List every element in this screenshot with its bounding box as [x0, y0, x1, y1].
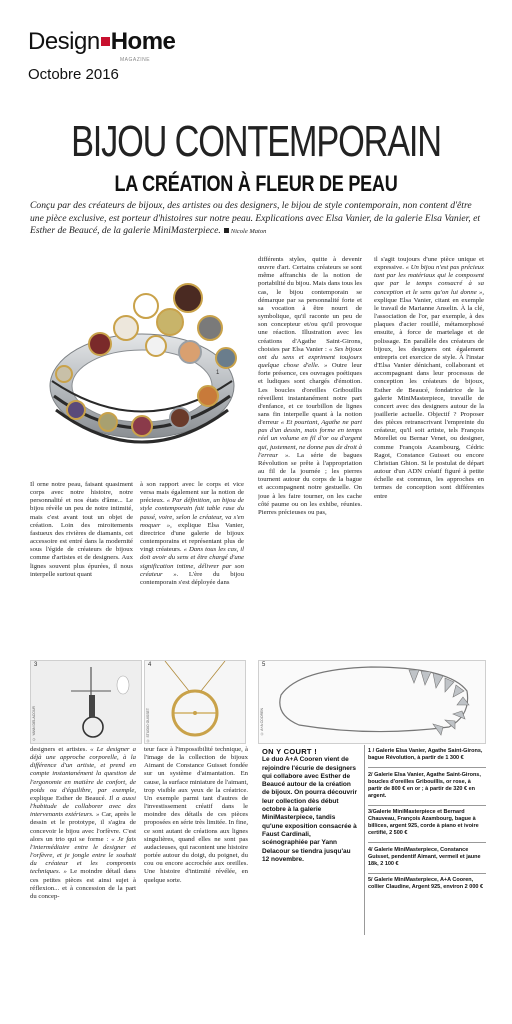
- photo-3-ring: [30, 660, 142, 744]
- col1b-p3: Car, après le dessin et le prototype, il s'agira de concevoir le bijou avec l'orfèvre. C'est alors un trio qui se forme :: [30, 811, 136, 843]
- ring-illustration: [30, 246, 252, 478]
- brand-magazine-sub: MAGAZINE: [120, 57, 151, 63]
- col4-p2: explique Elsa Vanier, citant en exemple le travail de Marianne Anselin. À la clé, l'association de l'or, par exemple, à des plaques d'acier rouillé, métamorphosé ensuite, à force de martelage et de polissage. En parallèle des créateurs de bijoux, les designers ont également entrepris cet exercice de style. À l'instar d'Elsa Vanier dénichant, collaborant et accompagnant dans leur processus de conception les créateurs de bijoux, Esther de Beaucé, fondatrice de la galerie MiniMasterpiece, travaille de concert avec des designers autour de la joaillerie actuelle. Objectif ? Proposer des pièces retranscrivant l'empreinte du créateur, qu'il soit artiste, tels François Morellet ou Bernar Venet, ou designer, comme François Azambourg, Cédric Ragot, Constance Guisset ou encore Christian Ghion. Si le postulat de départ autour d'un ADN créatif figuré à petite échelle est commun, les approches en termes de conception sont différentes entre: [374, 296, 484, 500]
- col2-quote2: « Dans tous les cas, il doit avoir du sens et être chargé d'une signification intime, délivrer par son créateur ».: [140, 546, 244, 578]
- author-square-icon: [224, 228, 229, 233]
- photo-captions: [368, 748, 486, 896]
- author-name: Nicole Maton: [230, 228, 267, 236]
- photo-5-illustration: [259, 661, 485, 743]
- figure-number-3: 3: [34, 662, 38, 668]
- photo-credit-3: © YANN DELACOUR: [32, 706, 36, 741]
- col3-quote2: « Et pourtant, Agathe ne part pas d'un dessin, mais forme en temps réel un volume en fil d'or ou d'argent qui, justement, ne donne pas de droit à l'erreur ».: [258, 419, 362, 459]
- article-intro: [30, 200, 484, 239]
- col3-p3: La série de bagues Révolution se prête à l'appropriation au fil de la journée ; les pierres tournent autour du corps de la bague et accompagnent notre gestuelle. On joue à les faire tourner, on les cache côté paume ou on les exhibe, réunies. Pierres précieuses ou pas,: [258, 451, 362, 516]
- col2-p3: L'ère du bijou contemporain s'est déployée dans: [140, 570, 244, 586]
- col3-quote1: « Ses bijoux ont du sens et expriment toujours quelque chose d'elle. »: [258, 345, 362, 370]
- article-subtitle: LA CRÉATION À FLEUR DE PEAU: [114, 171, 398, 196]
- col1-top-text: Il orne notre peau, faisant quasiment corps avec notre histoire, notre personnalité et nos états d'âme... Le bijou révèle un peu de notre intimité, mais c'est avant tout un objet de création. Loin des miroitements fastueux des rivières de diamants, cet accessoire est entré dans la modernité sous l'égide de créateurs de bijoux comme d'artistes et de designers. Aux lignes souvent plus épurées, il nous interpelle surtout quant: [30, 481, 133, 578]
- brand-home: Home: [110, 28, 176, 55]
- photo-3-illustration: [31, 661, 141, 743]
- article-title: BIJOU CONTEMPORAIN: [71, 117, 441, 166]
- caption-4: 4/ Galerie MiniMasterpiece, Constance Guisset, pendentif Aimant, vermeil et jaune 18k, 2 100 €: [368, 846, 481, 867]
- photo-credit-4: © STUDIO GUISSET: [146, 708, 150, 743]
- brand-accent-square: [101, 37, 110, 46]
- column-1-bottom: [30, 746, 136, 936]
- col2-quote1: « Par définition, un bijou de style contemporain fait table rase du passé, voire, selon le créateur, va s'en moquer »,: [140, 497, 244, 529]
- column-1-top: [30, 481, 133, 643]
- column-2-top: [140, 481, 244, 643]
- brand-design: Design: [28, 28, 100, 55]
- caption-2: 2/ Galerie Elsa Vanier, Agathe Saint-Girons, boucles d'oreilles Gribouillis, or rose, à partir de 800 € en or ; à partir de 320 € en argent.: [368, 771, 481, 799]
- col1b-quote3: « Je fais l'intermédiaire entre le designer et l'orfèvre, et je jongle entre le souhait du créateur et les compromis techniques. »: [30, 835, 136, 876]
- on-y-court-heading: ON Y COURT !: [262, 747, 317, 756]
- col1b-quote1: « Le designer a déjà une approche corporelle, à la différence d'un artiste, et prend en compte instantanément la question de l'ergonomie en matière de confort, de poids ou d'équilibre, par exemple,: [30, 746, 136, 794]
- col1b-p2: explique Esther de Beaucé.: [30, 794, 107, 802]
- on-y-court-text: Le duo A+A Cooren vient de rejoindre l'écurie de designers qui collabore avec Esther de Beaucé autour de la création de bijoux. On pourra découvrir leur collection dès début octobre à la galerie MiniMasterpiece, tandis qu'une exposition consacrée à Faust Cardinali, scénographiée par Yann Delacour se tiendra jusqu'au 12 novembre.: [262, 756, 357, 863]
- figure-number-1: 1: [216, 370, 220, 376]
- col2-p2: explique Elsa Vanier, directrice d'une galerie de bijoux contemporains et représentant plus de vingt créateurs.: [140, 521, 244, 554]
- intro-text: Conçu par des créateurs de bijoux, des artistes ou des designers, le bijou de style contemporain, non content d'être une pièce exclusive, est porteur d'histoires sur notre peau. Explications avec Elsa Vanier, de la galerie Elsa Vanier, et Esther de Beaucé, de la galerie MiniMasterpiece.: [30, 200, 481, 237]
- photo-5-necklace: [258, 660, 486, 744]
- col3-p1: différents styles, quitte à devenir œuvre d'art. Certains créateurs se sont même affranchis de la notion de portabilité du bijou. Mais dans tous les cas, le bijou contemporain se démarque par sa personnalité forte et sa vocation à être nourri de symbolique, qu'il raconte un peu de son concepteur et/ou qu'il provoque une réaction. Illustration avec les créations d'Agathe Saint-Girons, choisies par Elsa Vanier :: [258, 256, 362, 353]
- col3-p2: Outre leur forte présence, ces ouvrages poétiques et ludiques sont chargés d'émotion. Les boucles d'oreilles Gribouillis réveillent instantanément notre part d'enfance, et ce tourbillon de lignes sans fin interpelle quant à la notion d'erreur: [258, 362, 362, 427]
- photo-4-pendant: [144, 660, 246, 744]
- col1b-p4: Le moindre détail dans ces petites pièces est ainsi sujet à réflexion... et à concession de la part du concep-: [30, 868, 136, 900]
- caption-1: 1 / Galerie Elsa Vanier, Agathe Saint-Girons, bague Révolution, à partir de 1 300 €: [368, 748, 483, 761]
- column-3: [258, 256, 362, 642]
- caption-5: 5/ Galerie MiniMasterpiece, A+A Cooren, collier Claudine, Argent 925, environ 2 000 €: [368, 877, 484, 890]
- photo-4-illustration: [145, 661, 245, 743]
- caption-divider: [364, 745, 365, 935]
- issue-date: Octobre 2016: [28, 66, 119, 83]
- col4-p1: il s'agit toujours d'une pièce unique et expressive.: [374, 256, 484, 272]
- on-y-court-box: [262, 748, 358, 864]
- magazine-logo: [28, 28, 175, 56]
- figure-number-5: 5: [262, 662, 266, 668]
- col1b-quote2: Il a aussi l'habitude de collaborer avec des intervenants extérieurs. »: [30, 794, 136, 819]
- column-4: [374, 256, 484, 642]
- caption-rule: [368, 767, 486, 768]
- figure-number-4: 4: [148, 662, 152, 668]
- col2b-text: teur face à l'impossibilité technique, à l'image de la collection de bijoux Aimant de Constance Guisset fondée sur un système d'aimantation. En cause, la surface miniature de l'aimant, trop visible aux yeux de la créatrice. Un exemple parmi tant d'autres de l'investissement créatif dans le moindre des détails de ces pièces proposées en série très limitée. In fine, ce sont autant de créations aux lignes singulières, quand elles ne sont pas audacieuses, qui racontent une histoire portée autour du doigt, du poignet, du cou ou encore accrochée aux oreilles. Une histoire d'intimité révélée, en quelque sorte.: [144, 746, 248, 884]
- caption-3: 3/Galerie MiniMasterpiece et Bernard Chauveau, François Azambourg, bague à billices, argent 925, corde à piano et ivoire certifié, 2 500 €: [368, 809, 479, 836]
- col4-quote1: « Un bijou n'est pas précieux tant par les matériaux qui le composent que par le temps consacré à sa conception et le sens qu'on lui donne »,: [374, 264, 484, 296]
- caption-rule: [368, 842, 486, 843]
- photo-credit-5: © A+A COOREN: [260, 708, 264, 736]
- ring-photo: [30, 246, 252, 478]
- col2-p1: à son rapport avec le corps et vice versa mais également sur la notion de précieux.: [140, 481, 244, 505]
- caption-rule: [368, 873, 486, 874]
- caption-rule: [368, 805, 486, 806]
- col1b-p1: designers et artistes.: [30, 746, 87, 753]
- column-2-bottom: [144, 746, 248, 936]
